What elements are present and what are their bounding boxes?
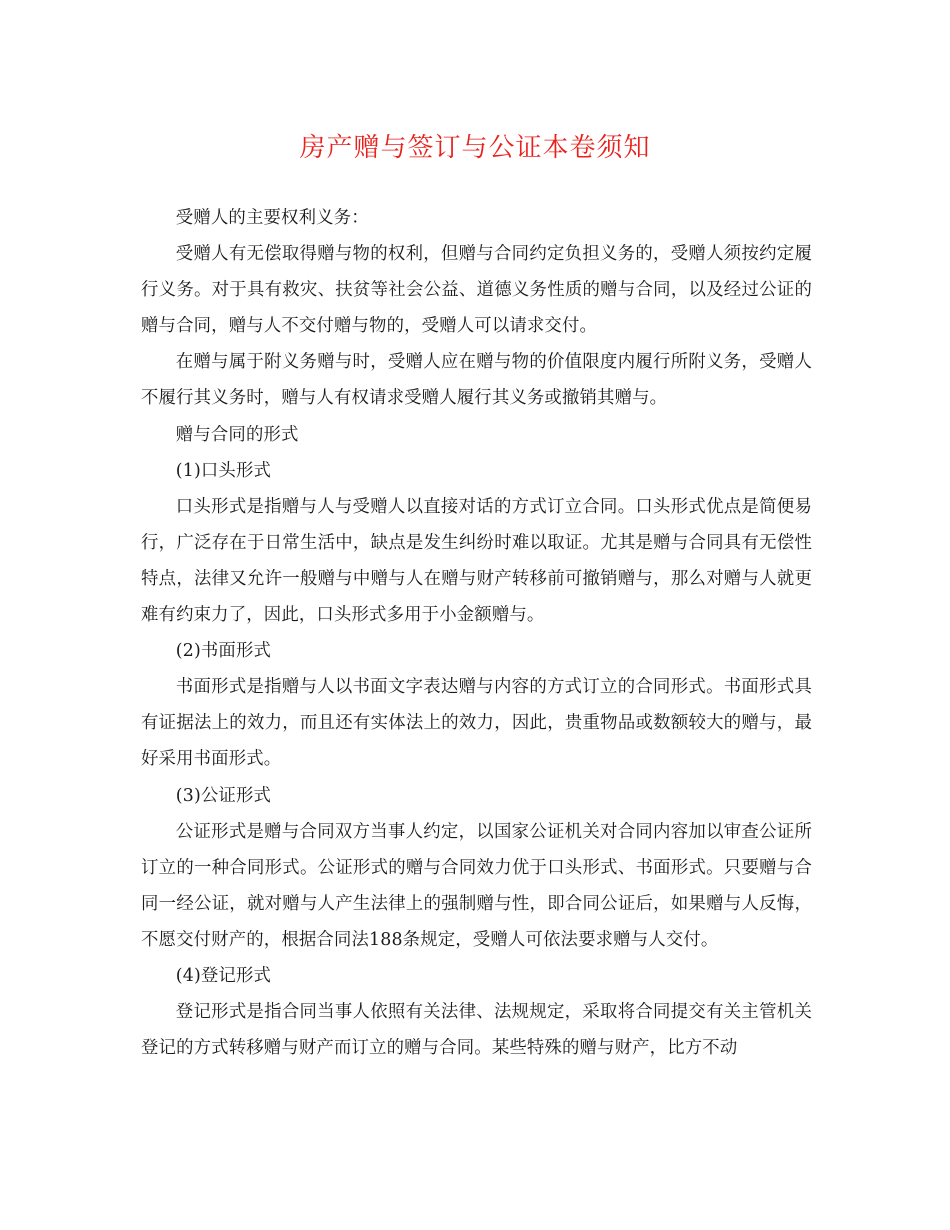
paragraph-conditional-gift: 在赠与属于附义务赠与时，受赠人应在赠与物的价值限度内履行所附义务，受赠人不履行其义务时，赠与人有权请求受赠人履行其义务或撤销其赠与。 <box>141 352 812 409</box>
paragraph-recipient-rights: 受赠人有无偿取得赠与物的权利，但赠与合同约定负担义务的，受赠人须按约定履行义务。对于具有救灾、扶贫等社会公益、道德义务性质的赠与合同，以及经过公证的赠与合同，赠与人不交付赠与物的，受赠人可以请求交付。 <box>141 244 812 337</box>
document-title: 房产赠与签订与公证本卷须知 <box>299 133 651 163</box>
document-body <box>141 200 812 1066</box>
paragraph-notarized-form: 公证形式是赠与合同双方当事人约定，以国家公证机关对合同内容加以审查公证所订立的一种合同形式。公证形式的赠与合同效力优于口头形式、书面形式。只要赠与合同一经公证，就对赠与人产生法律上的强制赠与性，即合同公证后，如果赠与人反悔，不愿交付财产的，根据合同法188条规定，受赠人可依法要求赠与人交付。 <box>141 821 812 950</box>
paragraph-written-form: 书面形式是指赠与人以书面文字表达赠与内容的方式订立的合同形式。书面形式具有证据法上的效力，而且还有实体法上的效力，因此，贵重物品或数额较大的赠与，最好采用书面形式。 <box>141 677 812 770</box>
paragraph-oral-form-heading: (1)口头形式 <box>175 460 272 481</box>
paragraph-notarized-form-heading: (3)公证形式 <box>175 785 272 806</box>
paragraph-registration-form-heading: (4)登记形式 <box>175 965 272 986</box>
paragraph-recipient-rights-heading: 受赠人的主要权利义务： <box>175 208 369 228</box>
paragraph-written-form-heading: (2)书面形式 <box>175 641 272 662</box>
paragraph-oral-form: 口头形式是指赠与人与受赠人以直接对话的方式订立合同。口头形式优点是简便易行，广泛存在于日常生活中，缺点是发生纠纷时难以取证。尤其是赠与合同具有无偿性特点，法律又允许一般赠与中赠与人在赠与财产转移前可撤销赠与，那么对赠与人就更难有约束力了，因此，口头形式多用于小金额赠与。 <box>141 496 812 626</box>
paragraph-contract-forms-heading: 赠与合同的形式 <box>175 424 299 445</box>
paragraph-registration-form: 登记形式是指合同当事人依照有关法律、法规规定，采取将合同提交有关主管机关登记的方式转移赠与财产而订立的赠与合同。某些特殊的赠与财产，比方不动 <box>141 1002 812 1059</box>
